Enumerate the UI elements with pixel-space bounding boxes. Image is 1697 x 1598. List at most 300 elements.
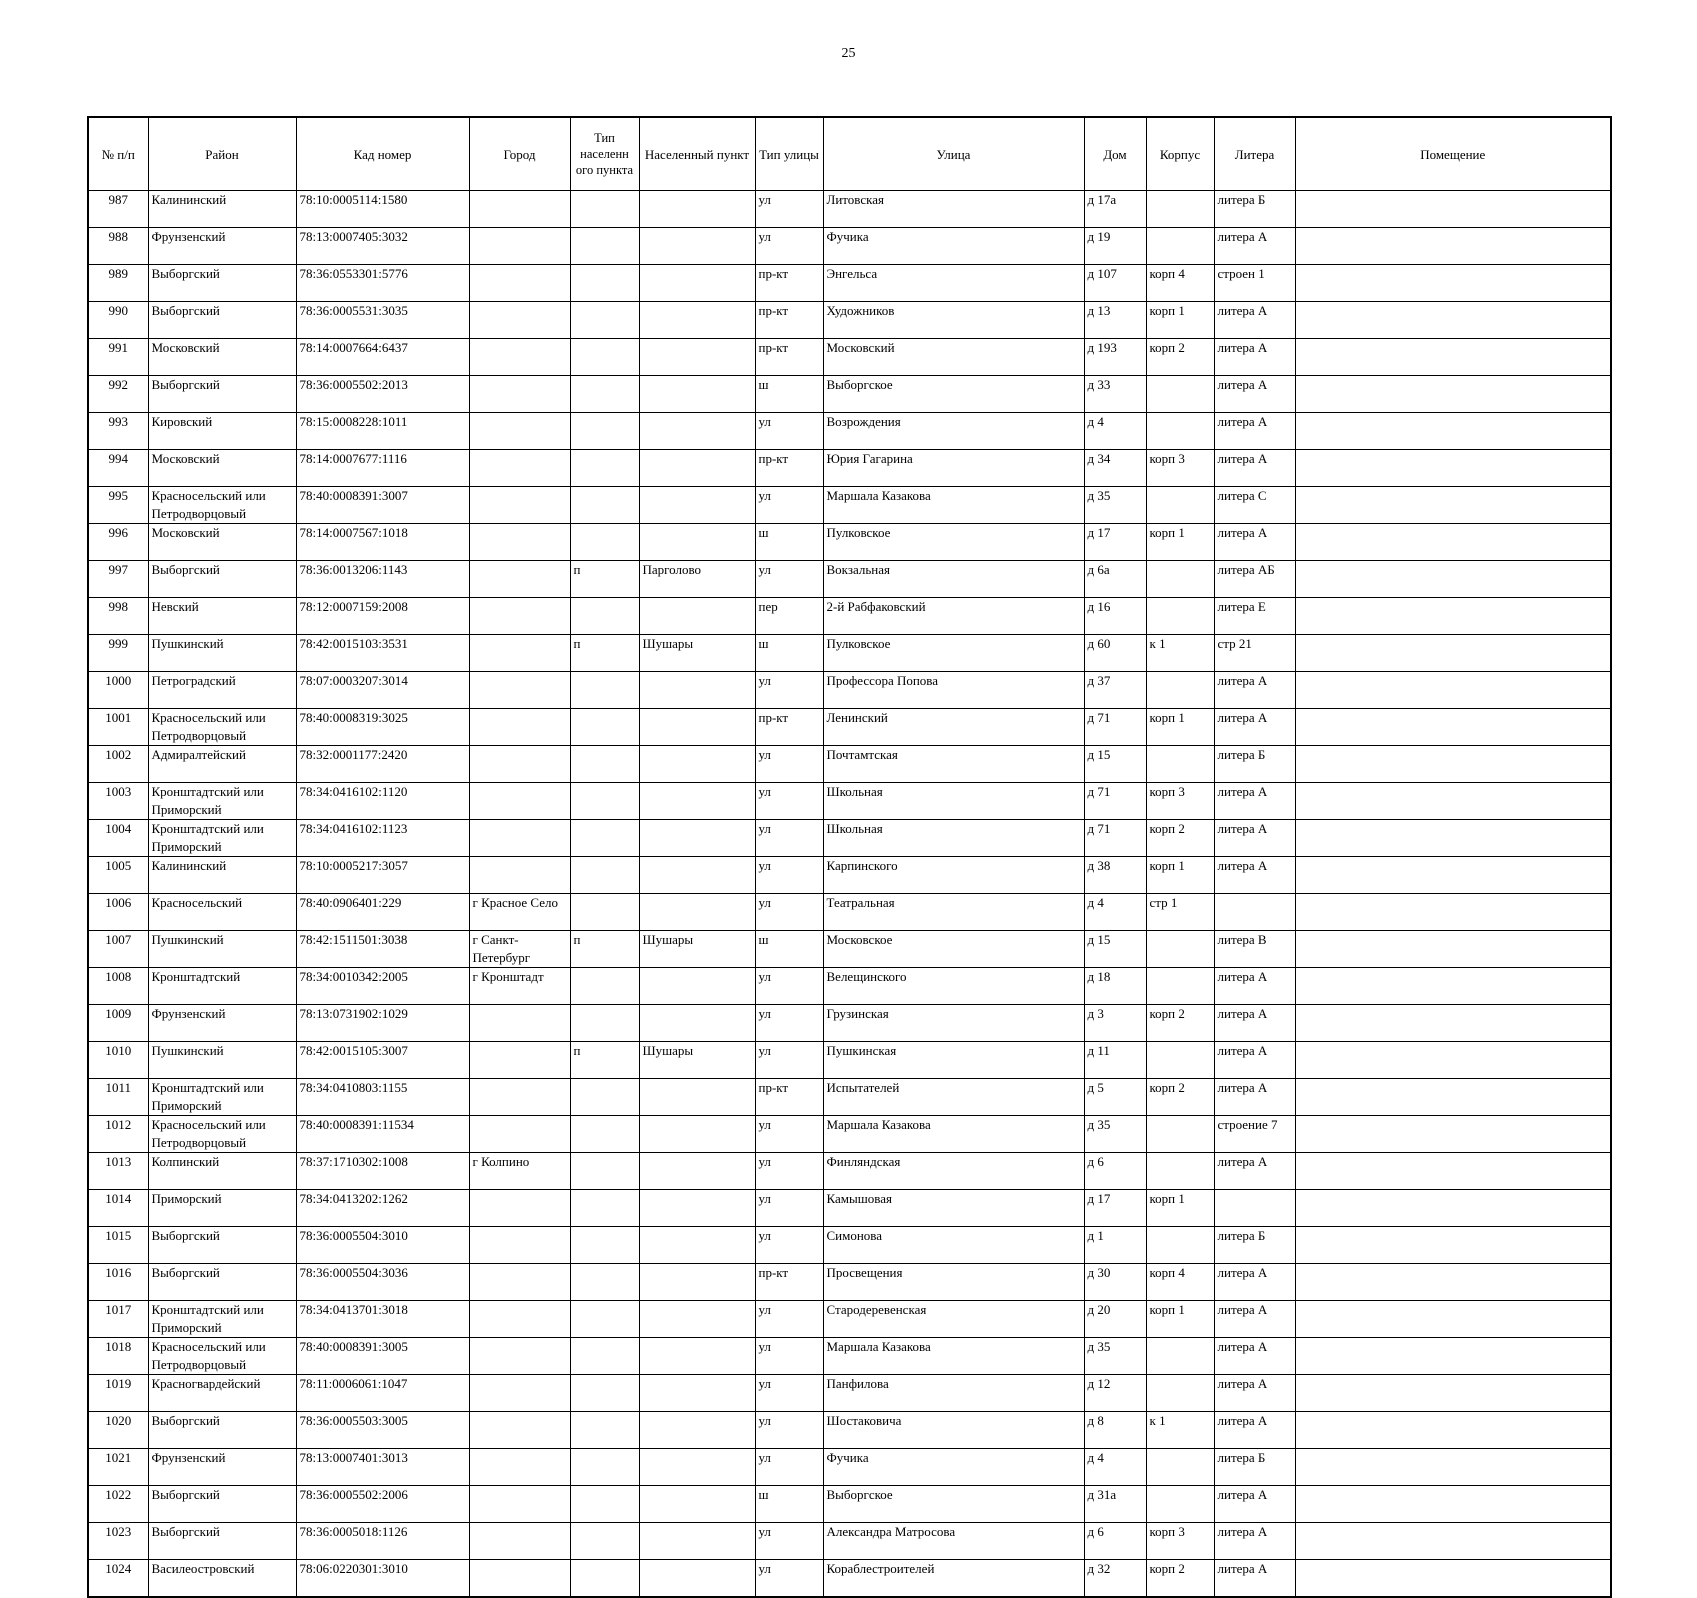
- cell-house: д 6а: [1084, 561, 1146, 598]
- cell-house: д 4: [1084, 413, 1146, 450]
- cell-letter: литера В: [1214, 931, 1295, 968]
- cell-street: Московское: [823, 931, 1084, 968]
- cell-street-type: ул: [755, 1190, 823, 1227]
- cell-cadastral: 78:36:0005502:2013: [296, 376, 469, 413]
- cell-num: 1007: [88, 931, 148, 968]
- cell-premises: [1295, 1486, 1611, 1523]
- cell-settlement-type: [570, 1190, 639, 1227]
- cell-settlement: [639, 228, 755, 265]
- table-row: [88, 820, 1611, 857]
- cell-num: 990: [88, 302, 148, 339]
- cell-letter: литера А: [1214, 1486, 1295, 1523]
- cell-settlement-type: [570, 487, 639, 524]
- cell-district: Калининский: [148, 191, 296, 228]
- header-street: Улица: [823, 117, 1084, 191]
- cell-cadastral: 78:36:0013206:1143: [296, 561, 469, 598]
- page-number: 25: [841, 46, 856, 61]
- cell-num: 996: [88, 524, 148, 561]
- cell-street-type: ш: [755, 635, 823, 672]
- table-row: [88, 450, 1611, 487]
- cell-district: Адмиралтейский: [148, 746, 296, 783]
- cell-city: [469, 191, 570, 228]
- cell-district: Пушкинский: [148, 635, 296, 672]
- cell-building: [1146, 1486, 1214, 1523]
- cell-cadastral: 78:40:0906401:229: [296, 894, 469, 931]
- cell-building: корп 3: [1146, 450, 1214, 487]
- cell-district: Московский: [148, 524, 296, 561]
- cell-cadastral: 78:13:0731902:1029: [296, 1005, 469, 1042]
- cell-building: [1146, 1227, 1214, 1264]
- cell-num: 1006: [88, 894, 148, 931]
- cell-settlement-type: [570, 1227, 639, 1264]
- cell-district: Красносельский или Петродворцовый: [148, 1338, 296, 1375]
- cell-premises: [1295, 1523, 1611, 1560]
- cell-building: корп 1: [1146, 857, 1214, 894]
- cell-settlement-type: [570, 302, 639, 339]
- cell-street-type: пр-кт: [755, 302, 823, 339]
- cell-street-type: ул: [755, 746, 823, 783]
- cell-settlement: [639, 672, 755, 709]
- cell-city: [469, 857, 570, 894]
- cell-street-type: пр-кт: [755, 1079, 823, 1116]
- cell-city: [469, 487, 570, 524]
- cell-building: [1146, 1449, 1214, 1486]
- cell-premises: [1295, 709, 1611, 746]
- cell-city: г Кронштадт: [469, 968, 570, 1005]
- cell-cadastral: 78:34:0410803:1155: [296, 1079, 469, 1116]
- cell-cadastral: 78:32:0001177:2420: [296, 746, 469, 783]
- cell-house: д 71: [1084, 820, 1146, 857]
- cell-settlement: [639, 968, 755, 1005]
- cell-district: Пушкинский: [148, 1042, 296, 1079]
- cell-city: [469, 413, 570, 450]
- cell-city: [469, 1116, 570, 1153]
- cell-street: Финляндская: [823, 1153, 1084, 1190]
- cell-street: Выборгское: [823, 376, 1084, 413]
- cell-building: корп 1: [1146, 302, 1214, 339]
- cell-building: к 1: [1146, 1412, 1214, 1449]
- cell-premises: [1295, 302, 1611, 339]
- cell-settlement-type: [570, 746, 639, 783]
- cell-street-type: ул: [755, 820, 823, 857]
- cell-settlement-type: [570, 1153, 639, 1190]
- cell-cadastral: 78:34:0413701:3018: [296, 1301, 469, 1338]
- cell-building: корп 2: [1146, 339, 1214, 376]
- cell-settlement-type: [570, 1301, 639, 1338]
- cell-settlement: Парголово: [639, 561, 755, 598]
- cell-settlement-type: [570, 339, 639, 376]
- table-row: [88, 1079, 1611, 1116]
- cell-letter: литера А: [1214, 339, 1295, 376]
- cell-house: д 33: [1084, 376, 1146, 413]
- cell-city: [469, 1005, 570, 1042]
- cell-settlement-type: п: [570, 561, 639, 598]
- cell-settlement-type: [570, 1412, 639, 1449]
- table-row: [88, 487, 1611, 524]
- cell-settlement-type: [570, 1560, 639, 1598]
- cell-num: 997: [88, 561, 148, 598]
- cell-premises: [1295, 265, 1611, 302]
- cell-num: 1001: [88, 709, 148, 746]
- cell-settlement: [639, 1190, 755, 1227]
- cell-street-type: ул: [755, 1116, 823, 1153]
- cell-house: д 3: [1084, 1005, 1146, 1042]
- cell-street-type: ул: [755, 968, 823, 1005]
- cell-num: 1000: [88, 672, 148, 709]
- cell-settlement: [639, 746, 755, 783]
- cell-house: д 17: [1084, 1190, 1146, 1227]
- cell-building: [1146, 487, 1214, 524]
- cell-house: д 17: [1084, 524, 1146, 561]
- cell-settlement-type: [570, 1005, 639, 1042]
- cell-street-type: ш: [755, 931, 823, 968]
- cell-cadastral: 78:40:0008391:3007: [296, 487, 469, 524]
- table-row: [88, 413, 1611, 450]
- cell-settlement: [639, 598, 755, 635]
- cell-num: 1012: [88, 1116, 148, 1153]
- cell-premises: [1295, 1116, 1611, 1153]
- cell-settlement-type: [570, 598, 639, 635]
- cell-city: г Колпино: [469, 1153, 570, 1190]
- cell-building: [1146, 413, 1214, 450]
- cell-street-type: ул: [755, 487, 823, 524]
- table-row: [88, 709, 1611, 746]
- table-row: [88, 1412, 1611, 1449]
- cell-settlement: [639, 487, 755, 524]
- cell-num: 1002: [88, 746, 148, 783]
- cell-house: д 107: [1084, 265, 1146, 302]
- cell-num: 994: [88, 450, 148, 487]
- table-row: [88, 1227, 1611, 1264]
- cell-cadastral: 78:12:0007159:2008: [296, 598, 469, 635]
- cell-street-type: ул: [755, 1227, 823, 1264]
- header-settlement: Населенный пункт: [639, 117, 755, 191]
- cell-letter: литера Б: [1214, 746, 1295, 783]
- cell-street-type: пр-кт: [755, 1264, 823, 1301]
- cell-premises: [1295, 1301, 1611, 1338]
- cell-city: [469, 746, 570, 783]
- cell-city: [469, 635, 570, 672]
- cell-cadastral: 78:37:1710302:1008: [296, 1153, 469, 1190]
- cell-house: д 11: [1084, 1042, 1146, 1079]
- cell-settlement-type: [570, 857, 639, 894]
- cell-letter: литера А: [1214, 1523, 1295, 1560]
- cell-premises: [1295, 1449, 1611, 1486]
- table-row: [88, 1005, 1611, 1042]
- header-letter: Литера: [1214, 117, 1295, 191]
- cell-cadastral: 78:36:0553301:5776: [296, 265, 469, 302]
- cell-building: корп 3: [1146, 1523, 1214, 1560]
- cell-premises: [1295, 1338, 1611, 1375]
- cell-settlement-type: [570, 265, 639, 302]
- cell-premises: [1295, 1412, 1611, 1449]
- cell-settlement: [639, 1116, 755, 1153]
- cell-district: Выборгский: [148, 1523, 296, 1560]
- cell-num: 1024: [88, 1560, 148, 1598]
- cell-cadastral: 78:34:0416102:1123: [296, 820, 469, 857]
- cell-settlement-type: [570, 820, 639, 857]
- table-row: [88, 746, 1611, 783]
- cell-cadastral: 78:14:0007567:1018: [296, 524, 469, 561]
- cell-settlement: [639, 1153, 755, 1190]
- table-row: [88, 1042, 1611, 1079]
- cell-settlement-type: [570, 413, 639, 450]
- cell-cadastral: 78:40:0008391:11534: [296, 1116, 469, 1153]
- cell-letter: строение 7: [1214, 1116, 1295, 1153]
- table-row: [88, 265, 1611, 302]
- cell-num: 1022: [88, 1486, 148, 1523]
- cell-letter: литера А: [1214, 1042, 1295, 1079]
- cell-street: Энгельса: [823, 265, 1084, 302]
- cell-premises: [1295, 857, 1611, 894]
- header-settlement-type: Тип населенн ого пункта: [570, 117, 639, 191]
- cell-settlement-type: [570, 1338, 639, 1375]
- cell-city: [469, 1486, 570, 1523]
- cell-settlement-type: п: [570, 1042, 639, 1079]
- cell-street: Художников: [823, 302, 1084, 339]
- cell-street-type: ул: [755, 894, 823, 931]
- cell-settlement-type: п: [570, 635, 639, 672]
- cell-cadastral: 78:36:0005504:3010: [296, 1227, 469, 1264]
- cell-district: Выборгский: [148, 265, 296, 302]
- cell-building: [1146, 228, 1214, 265]
- cell-house: д 8: [1084, 1412, 1146, 1449]
- cell-street: Кораблестроителей: [823, 1560, 1084, 1598]
- cell-settlement-type: [570, 450, 639, 487]
- cell-city: г Санкт-Петербург: [469, 931, 570, 968]
- cell-premises: [1295, 746, 1611, 783]
- cell-district: Красносельский: [148, 894, 296, 931]
- cell-num: 1005: [88, 857, 148, 894]
- cell-city: [469, 598, 570, 635]
- cell-house: д 20: [1084, 1301, 1146, 1338]
- cell-district: Калининский: [148, 857, 296, 894]
- cell-num: 993: [88, 413, 148, 450]
- cell-letter: литера А: [1214, 413, 1295, 450]
- cell-house: д 4: [1084, 1449, 1146, 1486]
- cell-num: 991: [88, 339, 148, 376]
- cell-district: Василеостровский: [148, 1560, 296, 1598]
- cell-letter: литера С: [1214, 487, 1295, 524]
- cell-letter: [1214, 1190, 1295, 1227]
- table-row: [88, 1153, 1611, 1190]
- cell-premises: [1295, 450, 1611, 487]
- cell-district: Выборгский: [148, 1227, 296, 1264]
- cell-cadastral: 78:34:0413202:1262: [296, 1190, 469, 1227]
- cell-building: корп 3: [1146, 783, 1214, 820]
- cell-letter: литера А: [1214, 968, 1295, 1005]
- cell-street: 2-й Рабфаковский: [823, 598, 1084, 635]
- cell-district: Кировский: [148, 413, 296, 450]
- cell-settlement: Шушары: [639, 931, 755, 968]
- cell-building: [1146, 1338, 1214, 1375]
- cell-street: Пулковское: [823, 524, 1084, 561]
- header-num: № п/п: [88, 117, 148, 191]
- table-body: [88, 191, 1611, 1598]
- cell-premises: [1295, 598, 1611, 635]
- cell-num: 1019: [88, 1375, 148, 1412]
- cell-settlement: [639, 265, 755, 302]
- cell-street-type: ул: [755, 1560, 823, 1598]
- cell-settlement: Шушары: [639, 635, 755, 672]
- cell-street: Вокзальная: [823, 561, 1084, 598]
- cell-street-type: ул: [755, 228, 823, 265]
- cell-house: д 35: [1084, 1116, 1146, 1153]
- cell-premises: [1295, 561, 1611, 598]
- cell-building: корп 4: [1146, 1264, 1214, 1301]
- table-row: [88, 783, 1611, 820]
- cell-district: Красносельский или Петродворцовый: [148, 1116, 296, 1153]
- cell-premises: [1295, 820, 1611, 857]
- cell-settlement: [639, 450, 755, 487]
- cell-premises: [1295, 894, 1611, 931]
- cell-letter: литера А: [1214, 228, 1295, 265]
- cell-district: Кронштадтский или Приморский: [148, 783, 296, 820]
- cell-street: Маршала Казакова: [823, 1338, 1084, 1375]
- cell-house: д 6: [1084, 1523, 1146, 1560]
- cell-city: [469, 1523, 570, 1560]
- cell-letter: литера АБ: [1214, 561, 1295, 598]
- cell-house: д 13: [1084, 302, 1146, 339]
- cell-cadastral: 78:15:0008228:1011: [296, 413, 469, 450]
- cell-building: корп 4: [1146, 265, 1214, 302]
- cell-street: Школьная: [823, 783, 1084, 820]
- cell-street: Пушкинская: [823, 1042, 1084, 1079]
- cell-settlement: [639, 1005, 755, 1042]
- cell-letter: стр 21: [1214, 635, 1295, 672]
- cell-settlement-type: [570, 894, 639, 931]
- cell-house: д 37: [1084, 672, 1146, 709]
- cell-district: Фрунзенский: [148, 1005, 296, 1042]
- cell-building: [1146, 931, 1214, 968]
- cell-street-type: ул: [755, 1338, 823, 1375]
- cell-num: 1015: [88, 1227, 148, 1264]
- cell-street-type: пр-кт: [755, 339, 823, 376]
- cell-premises: [1295, 1153, 1611, 1190]
- cell-letter: литера А: [1214, 1079, 1295, 1116]
- cell-building: корп 1: [1146, 524, 1214, 561]
- cell-num: 998: [88, 598, 148, 635]
- cell-street: Велещинского: [823, 968, 1084, 1005]
- cell-cadastral: 78:14:0007677:1116: [296, 450, 469, 487]
- header-city: Город: [469, 117, 570, 191]
- cell-settlement: [639, 339, 755, 376]
- cell-settlement: [639, 1079, 755, 1116]
- cell-letter: литера А: [1214, 1412, 1295, 1449]
- cell-cadastral: 78:36:0005503:3005: [296, 1412, 469, 1449]
- cell-street-type: ул: [755, 561, 823, 598]
- cell-letter: литера А: [1214, 1264, 1295, 1301]
- cell-city: [469, 339, 570, 376]
- cell-street-type: ул: [755, 1375, 823, 1412]
- cell-district: Фрунзенский: [148, 1449, 296, 1486]
- cell-house: д 17а: [1084, 191, 1146, 228]
- cell-letter: литера Б: [1214, 191, 1295, 228]
- cell-district: Красносельский или Петродворцовый: [148, 487, 296, 524]
- cell-num: 1004: [88, 820, 148, 857]
- cell-premises: [1295, 1375, 1611, 1412]
- table-row: [88, 1301, 1611, 1338]
- table-row: [88, 376, 1611, 413]
- cell-city: [469, 1042, 570, 1079]
- cell-city: [469, 228, 570, 265]
- cell-street: Возрождения: [823, 413, 1084, 450]
- cell-street: Стародеревенская: [823, 1301, 1084, 1338]
- cell-settlement-type: [570, 968, 639, 1005]
- cell-num: 999: [88, 635, 148, 672]
- cell-cadastral: 78:13:0007405:3032: [296, 228, 469, 265]
- cell-street-type: ул: [755, 1042, 823, 1079]
- cell-building: [1146, 968, 1214, 1005]
- cell-premises: [1295, 783, 1611, 820]
- cell-cadastral: 78:40:0008391:3005: [296, 1338, 469, 1375]
- cell-district: Выборгский: [148, 561, 296, 598]
- cell-settlement: [639, 1338, 755, 1375]
- cell-district: Московский: [148, 339, 296, 376]
- cell-street: Шостаковича: [823, 1412, 1084, 1449]
- cell-street-type: ул: [755, 1301, 823, 1338]
- cell-letter: литера Е: [1214, 598, 1295, 635]
- cell-street-type: ул: [755, 1449, 823, 1486]
- cell-city: [469, 561, 570, 598]
- cell-house: д 35: [1084, 1338, 1146, 1375]
- table-row: [88, 857, 1611, 894]
- header-street-type: Тип улицы: [755, 117, 823, 191]
- cell-letter: литера А: [1214, 857, 1295, 894]
- cell-street: Фучика: [823, 228, 1084, 265]
- cell-building: [1146, 376, 1214, 413]
- cell-street: Фучика: [823, 1449, 1084, 1486]
- cell-building: корп 1: [1146, 709, 1214, 746]
- cell-house: д 71: [1084, 709, 1146, 746]
- cell-cadastral: 78:40:0008319:3025: [296, 709, 469, 746]
- cell-premises: [1295, 524, 1611, 561]
- cell-settlement: [639, 413, 755, 450]
- cell-num: 1008: [88, 968, 148, 1005]
- cell-city: [469, 265, 570, 302]
- cell-city: [469, 524, 570, 561]
- cell-house: д 5: [1084, 1079, 1146, 1116]
- cell-letter: литера А: [1214, 1375, 1295, 1412]
- cell-settlement-type: [570, 1523, 639, 1560]
- cell-city: [469, 1227, 570, 1264]
- table-row: [88, 1190, 1611, 1227]
- cell-premises: [1295, 1560, 1611, 1598]
- cell-letter: литера А: [1214, 672, 1295, 709]
- cell-cadastral: 78:13:0007401:3013: [296, 1449, 469, 1486]
- cell-house: д 32: [1084, 1560, 1146, 1598]
- cell-settlement: Шушары: [639, 1042, 755, 1079]
- cell-premises: [1295, 1227, 1611, 1264]
- cell-building: корп 2: [1146, 820, 1214, 857]
- cell-cadastral: 78:07:0003207:3014: [296, 672, 469, 709]
- cell-settlement: [639, 709, 755, 746]
- property-table: [87, 116, 1612, 1598]
- cell-premises: [1295, 1005, 1611, 1042]
- cell-house: д 71: [1084, 783, 1146, 820]
- header-cadastral: Кад номер: [296, 117, 469, 191]
- cell-building: [1146, 746, 1214, 783]
- cell-street: Панфилова: [823, 1375, 1084, 1412]
- cell-settlement: [639, 783, 755, 820]
- cell-settlement-type: [570, 709, 639, 746]
- cell-letter: литера А: [1214, 376, 1295, 413]
- cell-street: Выборгское: [823, 1486, 1084, 1523]
- cell-num: 988: [88, 228, 148, 265]
- cell-settlement: [639, 1227, 755, 1264]
- cell-num: 1021: [88, 1449, 148, 1486]
- table-header-row: [88, 117, 1611, 191]
